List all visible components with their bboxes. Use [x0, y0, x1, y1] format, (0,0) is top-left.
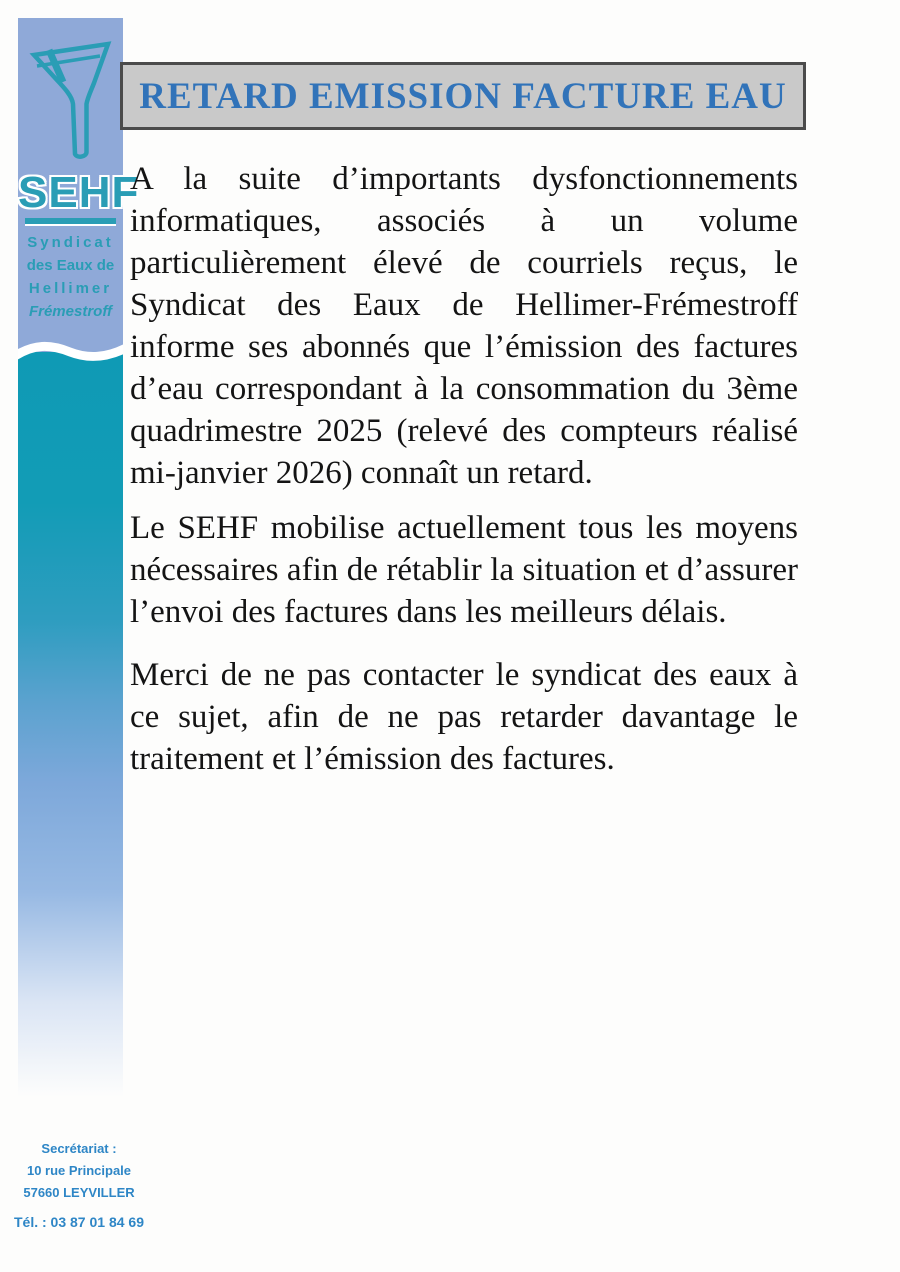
- sidebar-brand-band: [18, 18, 140, 1110]
- org-name-line: Hellimer: [28, 280, 113, 297]
- notice-body: [130, 158, 798, 793]
- contact-block: [0, 1138, 158, 1233]
- acronym-underline: [25, 218, 116, 224]
- org-acronym: SEHF: [18, 168, 140, 217]
- paragraph-action: Le SEHF mobilise actuellement tous les moyens nécessaires afin de rétablir la situation et d’assurer l’envoi des factures dans les meilleurs délais.: [130, 510, 798, 630]
- paragraph-intro: A la suite d’importants dysfonctionnements informatiques, associés à un volume particulièrement élevé de courriels reçus, le Syndicat des Eaux de Hellimer-Frémestroff informe ses abonnés que l’émission des factures d’eau correspondant à la consommation du 3ème quadrimestre 2025 (relevé des compteurs réalisé mi-janvier 2026) connaît un retard.: [130, 161, 798, 491]
- paragraph-request: Merci de ne pas contacter le syndicat des eaux à ce sujet, afin de ne pas retarder davantage le traitement et l’émission des factures.: [130, 657, 798, 777]
- sidebar-gradient-band: [18, 352, 123, 1110]
- org-name-line: des Eaux de: [26, 257, 115, 274]
- org-name-line: Syndicat: [27, 234, 114, 251]
- water-tower-icon: [18, 38, 123, 171]
- contact-line-city: 57660 LEYVILLER: [23, 1185, 135, 1200]
- org-name-line: Frémestroff: [28, 303, 113, 320]
- contact-line-street: 10 rue Principale: [26, 1163, 132, 1178]
- org-name: [18, 231, 123, 323]
- notice-title-banner: [120, 62, 806, 130]
- sidebar-top-band: [18, 18, 140, 352]
- contact-line-secretariat: Secrétariat :: [41, 1141, 117, 1156]
- wave-divider: [18, 341, 123, 365]
- notice-title: RETARD EMISSION FACTURE EAU: [139, 75, 787, 117]
- contact-phone: Tél. : 03 87 01 84 69: [14, 1214, 144, 1230]
